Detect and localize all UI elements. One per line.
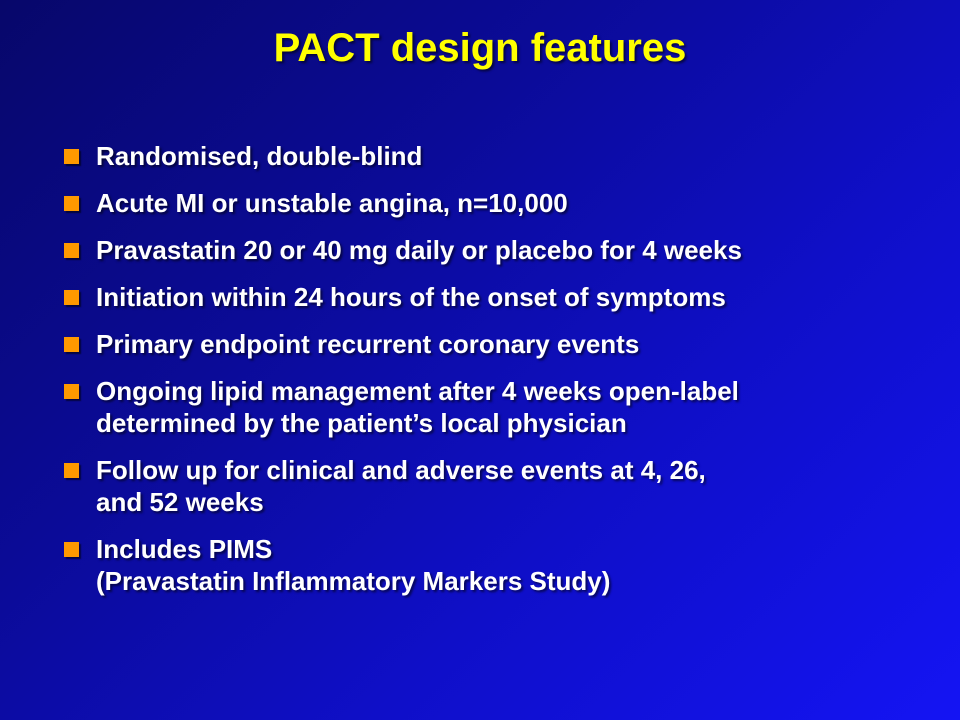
bullet-list — [62, 140, 922, 612]
bullet-item — [62, 234, 922, 266]
bullet-text — [96, 281, 922, 313]
square-bullet-icon — [64, 542, 79, 557]
bullet-item — [62, 281, 922, 313]
bullet-line: and 52 weeks — [96, 487, 264, 517]
bullet-line: Acute MI or unstable angina, n=10,000 — [96, 188, 568, 218]
bullet-text — [96, 234, 922, 266]
square-bullet-icon — [64, 337, 79, 352]
bullet-text — [96, 140, 922, 172]
square-bullet-icon — [64, 196, 79, 211]
square-bullet-icon — [64, 243, 79, 258]
bullet-item — [62, 328, 922, 360]
bullet-line: Follow up for clinical and adverse events at 4, 26, — [96, 455, 706, 485]
bullet-line: (Pravastatin Inflammatory Markers Study) — [96, 566, 611, 596]
bullet-line: Randomised, double-blind — [96, 141, 423, 171]
bullet-text — [96, 187, 922, 219]
bullet-line: Primary endpoint recurrent coronary events — [96, 329, 640, 359]
bullet-line: Includes PIMS — [96, 534, 273, 564]
bullet-item — [62, 375, 922, 439]
square-bullet-icon — [64, 384, 79, 399]
bullet-item — [62, 187, 922, 219]
bullet-line: determined by the patient’s local physician — [96, 408, 627, 438]
bullet-item — [62, 140, 922, 172]
square-bullet-icon — [64, 463, 79, 478]
bullet-item — [62, 454, 922, 518]
bullet-text — [96, 375, 922, 439]
bullet-line: Pravastatin 20 or 40 mg daily or placebo for 4 weeks — [96, 235, 742, 265]
bullet-item — [62, 533, 922, 597]
bullet-text — [96, 533, 922, 597]
slide-title: PACT design features — [273, 26, 687, 70]
bullet-line: Initiation within 24 hours of the onset of symptoms — [96, 282, 726, 312]
square-bullet-icon — [64, 290, 79, 305]
square-bullet-icon — [64, 149, 79, 164]
bullet-text — [96, 328, 922, 360]
bullet-text — [96, 454, 922, 518]
bullet-line: Ongoing lipid management after 4 weeks open-label — [96, 376, 739, 406]
